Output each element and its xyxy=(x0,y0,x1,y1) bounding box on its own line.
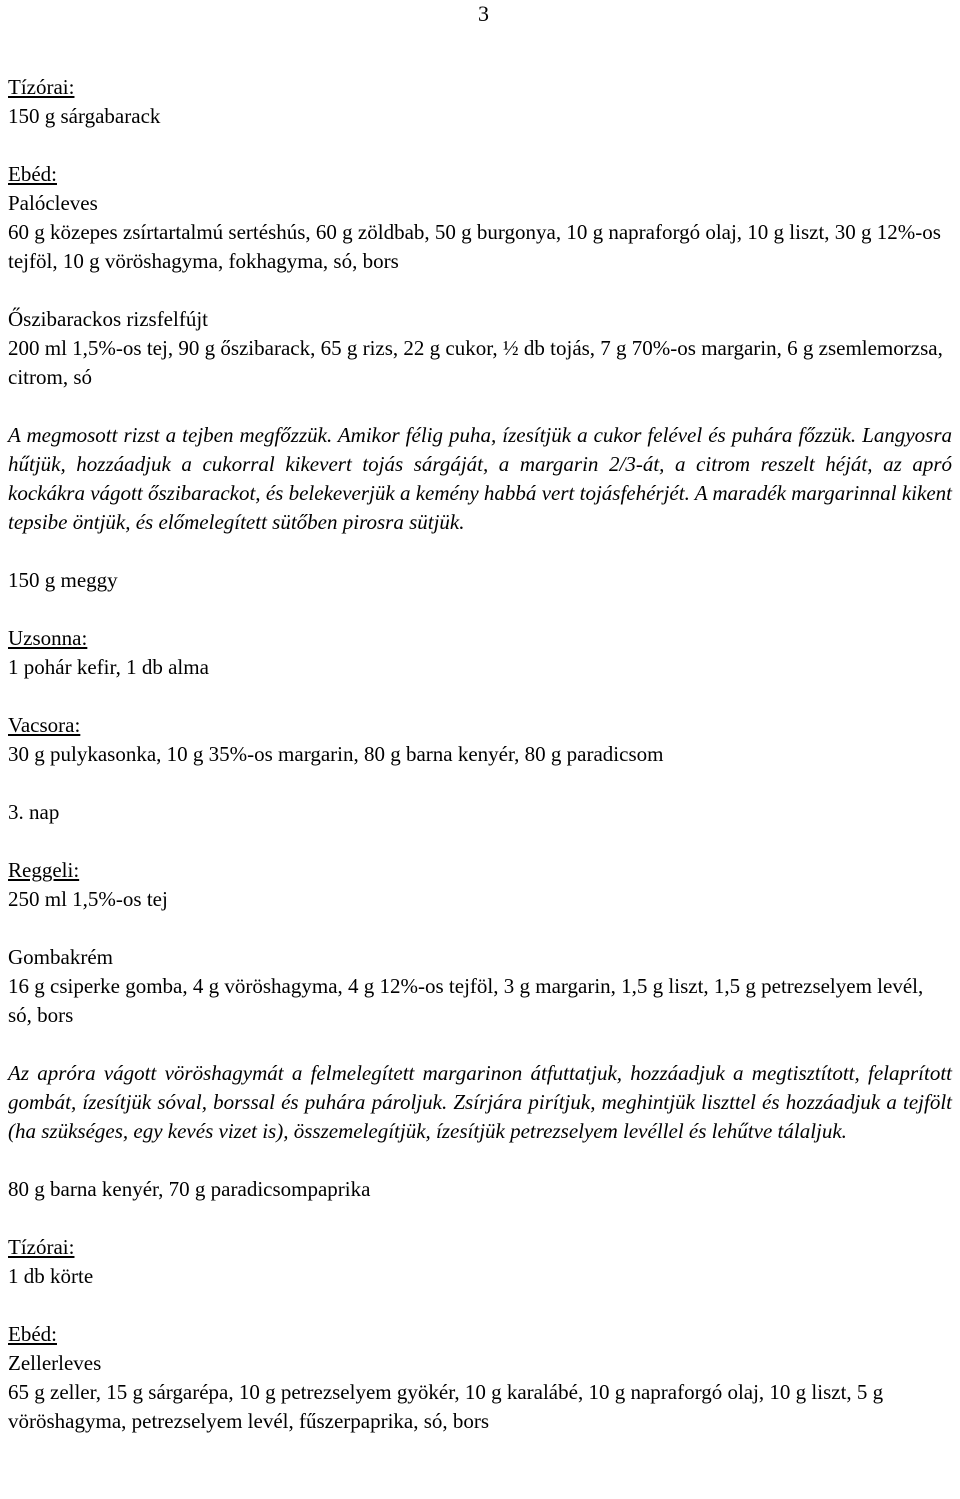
block-spacer xyxy=(8,1030,952,1059)
block-spacer xyxy=(8,595,952,624)
meal-heading: Tízórai: xyxy=(8,1235,75,1259)
document-body xyxy=(8,73,952,1436)
block-spacer xyxy=(8,1146,952,1175)
page-number: 3 xyxy=(478,1,489,26)
meal-heading: Reggeli: xyxy=(8,858,80,882)
ingredient-line: 80 g barna kenyér, 70 g paradicsompaprika xyxy=(8,1177,371,1201)
ingredient-line: 65 g zeller, 15 g sárgarépa, 10 g petrezselyem gyökér, 10 g karalábé, 10 g napraforgó olaj, 10 g liszt, 5 g vöröshagyma, petrezselyem levél, fűszerpaprika, só, bors xyxy=(8,1380,884,1433)
ingredient-line: 150 g sárgabarack xyxy=(8,104,161,128)
block-spacer xyxy=(8,1204,952,1233)
recipe-method: A megmosott rizst a tejben megfőzzük. Amikor félig puha, ízesítjük a cukor felével és puhára főzzük. Langyosra hűtjük, hozzáadjuk a cukorral kikevert tojás sárgáját, a margarin 2/3-át, a citrom reszelt héját, az apró kockákra vágott őszibarackot, és belekeverjük a kemény habbá vert tojásfehérjét. A maradék margarinnal kikent tepsibe öntjük, és előmelegített sütőben pirosra sütjük. xyxy=(8,423,952,534)
ingredient-line: 60 g közepes zsírtartalmú sertéshús, 60 g zöldbab, 50 g burgonya, 10 g napraforgó olaj, 10 g liszt, 30 g 12%-os tejföl, 10 g vöröshagyma, fokhagyma, só, bors xyxy=(8,220,941,273)
block-spacer xyxy=(8,131,952,160)
block-spacer xyxy=(8,827,952,856)
ingredient-line: 150 g meggy xyxy=(8,568,118,592)
meal-heading: Ebéd: xyxy=(8,162,57,186)
dish-title: Őszibarackos rizsfelfújt xyxy=(8,307,209,331)
dish-title: Zellerleves xyxy=(8,1351,102,1375)
block-spacer xyxy=(8,1291,952,1320)
day-heading: 3. nap xyxy=(8,800,60,824)
meal-heading: Ebéd: xyxy=(8,1322,57,1346)
meal-heading: Tízórai: xyxy=(8,75,75,99)
block-spacer xyxy=(8,914,952,943)
ingredient-line: 1 pohár kefir, 1 db alma xyxy=(8,655,209,679)
dish-title: Gombakrém xyxy=(8,945,113,969)
ingredient-line: 200 ml 1,5%-os tej, 90 g őszibarack, 65 g rizs, 22 g cukor, ½ db tojás, 7 g 70%-os margarin, 6 g zsemlemorzsa, citrom, só xyxy=(8,336,943,389)
block-spacer xyxy=(8,537,952,566)
meal-heading: Vacsora: xyxy=(8,713,81,737)
block-spacer xyxy=(8,769,952,798)
block-spacer xyxy=(8,392,952,421)
ingredient-line: 1 db körte xyxy=(8,1264,94,1288)
recipe-method: Az apróra vágott vöröshagymát a felmelegített margarinon átfuttatjuk, hozzáadjuk a megtisztított, felaprított gombát, ízesítjük sóval, borssal és puhára pároljuk. Zsírjára pirítjuk, meghintjük liszttel és hozzáadjuk a tejfölt (ha szükséges, egy kevés vizet is), összemelegítjük, ízesítjük petrezselyem levéllel és lehűtve tálaljuk. xyxy=(8,1061,952,1143)
block-spacer xyxy=(8,276,952,305)
meal-heading: Uzsonna: xyxy=(8,626,88,650)
dish-title: Palócleves xyxy=(8,191,98,215)
ingredient-line: 250 ml 1,5%-os tej xyxy=(8,887,168,911)
block-spacer xyxy=(8,682,952,711)
ingredient-line: 30 g pulykasonka, 10 g 35%-os margarin, 80 g barna kenyér, 80 g paradicsom xyxy=(8,742,664,766)
ingredient-line: 16 g csiperke gomba, 4 g vöröshagyma, 4 g 12%-os tejföl, 3 g margarin, 1,5 g liszt, 1,5 g petrezselyem levél, só, bors xyxy=(8,974,924,1027)
